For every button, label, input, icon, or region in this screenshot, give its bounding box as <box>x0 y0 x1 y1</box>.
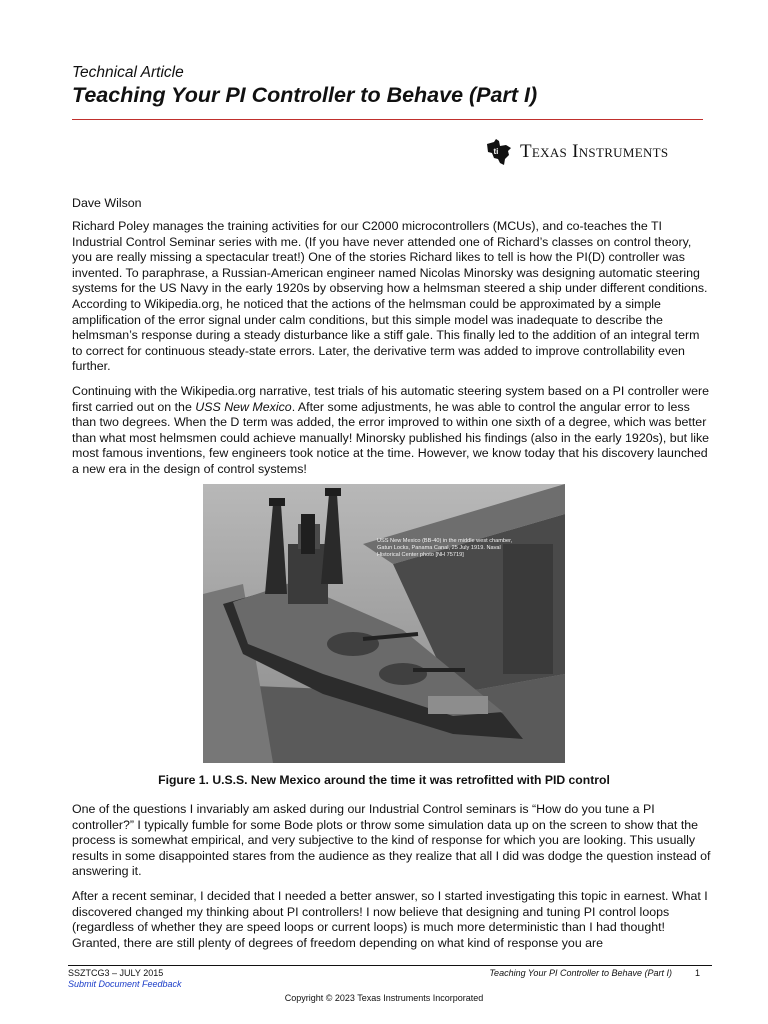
figure-photo <box>203 484 565 763</box>
paragraph-2-lead: Continuing with the Wikipedia.org narrative, test trials of his automatic steering system based on a PI controller were first carried out on the <box>72 384 710 414</box>
smoke-stack <box>301 514 315 554</box>
ti-logo <box>484 136 668 168</box>
copyright: Copyright © 2023 Texas Instruments Incorporated <box>284 993 484 1003</box>
footer-left <box>68 968 182 990</box>
running-title: Teaching Your PI Controller to Behave (Part I) <box>489 968 672 978</box>
gun-turret-2 <box>379 663 427 685</box>
ship-name: USS New Mexico <box>195 399 292 414</box>
paragraph-3: One of the questions I invariably am asked during our Industrial Control seminars is “How do you tune a PI controller?” I typically fumble for some Bode plots or throw some simulation data up on the screen to show that the process is somewhat empirical, and very subjective to the kind of response for which you are looking. This usually results in some disappointed stares from the audience as they realize that all I did was dodge the question instead of answering it. <box>72 802 711 879</box>
paragraph-4: After a recent seminar, I decided that I needed a better answer, so I started investigating this topic in earnest. What I discovered changed my thinking about PI controllers! I now believe that designing and tuning PI control loops (regardless of whether they are speed loops or current loops) is much more deterministic than I had thought! Granted, there are still plenty of degrees of freedom depending on what kind of response you are <box>72 889 708 950</box>
footer-divider <box>68 965 712 966</box>
article-title: Teaching Your PI Controller to Behave (Part I) <box>72 83 538 107</box>
photo-caption-line-2: Gatun Locks, Panama Canal, 25 July 1919. Naval <box>377 545 501 551</box>
document-id: SSZTCG3 – JULY 2015 <box>68 968 164 978</box>
mast-top-left <box>269 498 285 506</box>
svg-text:ti: ti <box>493 147 499 156</box>
photo-caption-line-3: Historical Center photo [NH 75719] <box>377 552 464 558</box>
figure-caption: Figure 1. U.S.S. New Mexico around the time it was retrofitted with PID control <box>158 773 610 787</box>
page-number: 1 <box>694 968 700 978</box>
paragraph-2 <box>72 384 712 478</box>
gun-turret-1 <box>327 632 379 656</box>
article-kicker: Technical Article <box>72 64 184 81</box>
ti-brand-name: Texas Instruments <box>520 141 669 162</box>
lock-gate <box>503 544 553 674</box>
photo-caption-line-1: USS New Mexico (BB-40) in the middle west chamber, <box>377 538 513 544</box>
paragraph-1: Richard Poley manages the training activities for our C2000 microcontrollers (MCUs), and co-teaches the TI Industrial Control Seminar series with me. (If you have never attended one of Richard’s classes on control theory, you are really missing a spectacular treat!) One of the stories Richard likes to tell is how the PI(D) controller was invented. To paraphrase, a Russian-American engineer named Nicolas Minorsky was designing automatic steering systems for the US Navy in the early 1920s by observing how a helmsman steered a ship under different conditions. According to Wikipedia.org, he noticed that the actions of the helmsman could be approximated by a simple amplification of the error signal under calm conditions, but this simple model was inadequate to describe the helmsman’s response during a steady disturbance like a stiff gale. This finally led to the addition of an integral term to correct for continuous steady-state errors. Later, the derivative term was added to improve controllability even further. <box>72 219 708 374</box>
crowd-on-deck <box>428 696 488 714</box>
paragraph-2-tail: . After some adjustments, he was able to control the angular error to less than two degrees. When the D term was added, the error improved to within one sixth of a degree, which was better than what most helmsmen could achieve manually! Minorsky published his findings (also in the early 1920s), but like most famous inventions, few engineers took notice at the time. However, we know today that his discovery launched a new era in the design of control systems! <box>72 399 710 476</box>
mast-top-right <box>325 488 341 496</box>
ti-state-logo-icon <box>484 137 514 167</box>
author-name: Dave Wilson <box>72 196 142 210</box>
feedback-link[interactable]: Submit Document Feedback <box>68 979 182 989</box>
title-divider <box>72 119 703 120</box>
